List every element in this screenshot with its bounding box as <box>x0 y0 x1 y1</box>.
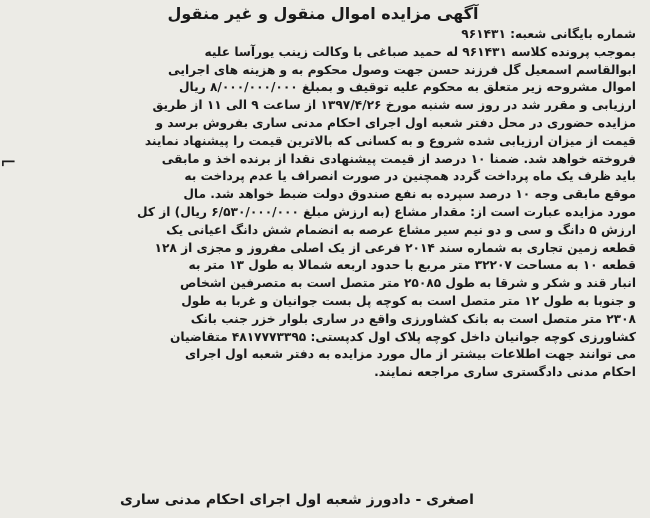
notice-line: موقع مابقی وجه ۱۰ درصد سپرده به نفع صندوق دولت ضبط خواهد شد. مال <box>183 187 636 202</box>
notice-line: شماره بایگانی شعبه: ۹۶۱۴۳۱ <box>461 27 636 41</box>
notice-line: باید ظرف یک ماه پرداخت گردد همچنین در صورت انصراف یا عدم پرداخت به <box>184 169 636 184</box>
notice-line: قطعه زمین تجاری به شماره سند ۲۰۱۴ فرعی از یک اصلی مفروز و مجزی از ۱۲۸ <box>154 240 636 255</box>
notice-line: مزایده حضوری در محل دفتر شعبه اول اجرای احکام مدنی ساری بفروش برسد و <box>155 115 636 130</box>
notice-line: ارزیابی و مقرر شد در روز سه شنبه مورخ ۱۳۹۷/۴/۲۶ از ساعت ۹ الی ۱۱ از طریق <box>152 98 636 113</box>
notice-line: ارزش ۵ دانگ و سی و دو نیم سیر مشاع عرصه به انضمام شش دانگ اعیانی یک <box>166 222 636 237</box>
margin-mark-icon: ⌐ <box>0 150 17 174</box>
notice-line: مورد مزایده عبارت است از: مقدار مشاع (به ارزش مبلغ ۶/۵۳۰/۰۰۰/۰۰۰ ریال) از کل <box>136 204 636 219</box>
notice-line: می توانند جهت اطلاعات بیشتر از مال مورد مزایده به دفتر شعبه اول اجرای <box>185 347 636 362</box>
notice-line: کشاورزی کوچه جوانیان داخل کوچه پلاک اول کدپستی: ۴۸۱۷۷۷۳۳۹۵ متقاضیان <box>170 329 636 344</box>
notice-body <box>10 26 636 382</box>
notice-line: ابوالقاسم اسمعیل گل فرزند حسن جهت وصول محکوم به و هزینه های اجرایی <box>168 62 636 77</box>
notice-line: و جنوبا به طول ۱۲ متر متصل است به کوچه پل بست جوانیان و غربا به طول <box>181 293 636 308</box>
notice-line: قیمت از میزان ارزیابی شده شروع و به کسانی که بالاترین قیمت را پیشنهاد نمایند <box>144 133 636 148</box>
notice-line: احکام مدنی دادگستری ساری مراجعه نمایند. <box>374 365 636 380</box>
notice-line: اموال مشروحه زیر متعلق به محکوم علیه توقیف و بمبلغ ۸/۰۰۰/۰۰۰/۰۰۰ ریال <box>178 80 636 95</box>
notice-line: فروخته خواهد شد. ضمنا ۱۰ درصد از قیمت پیشنهادی نقدا از برنده اخذ و مابقی <box>161 151 636 166</box>
notice-line: قطعه ۱۰ به مساحت ۳۲۲۰۷ متر مربع با حدود اربعه شمالا به طول ۱۳ متر به <box>188 258 636 273</box>
notice-line: بموجب پرونده کلاسه ۹۶۱۴۳۱ له حمید صباغی با وکالت زینب یورآسا علیه <box>204 44 636 59</box>
notice-line: انبار قند و شکر و شرقا به طول ۲۵۰۸۵ متر متصل است به متصرفین اشخاص <box>179 276 636 291</box>
signature: اصغری - دادورز شعبه اول اجرای احکام مدنی ساری <box>120 492 474 508</box>
notice-line: ۲۳۰۸ متر متصل است به بانک کشاورزی واقع در ساری بلوار خزر جنب بانک <box>190 311 636 326</box>
notice-title: آگهی مزایده اموال منقول و غیر منقول <box>167 4 479 23</box>
